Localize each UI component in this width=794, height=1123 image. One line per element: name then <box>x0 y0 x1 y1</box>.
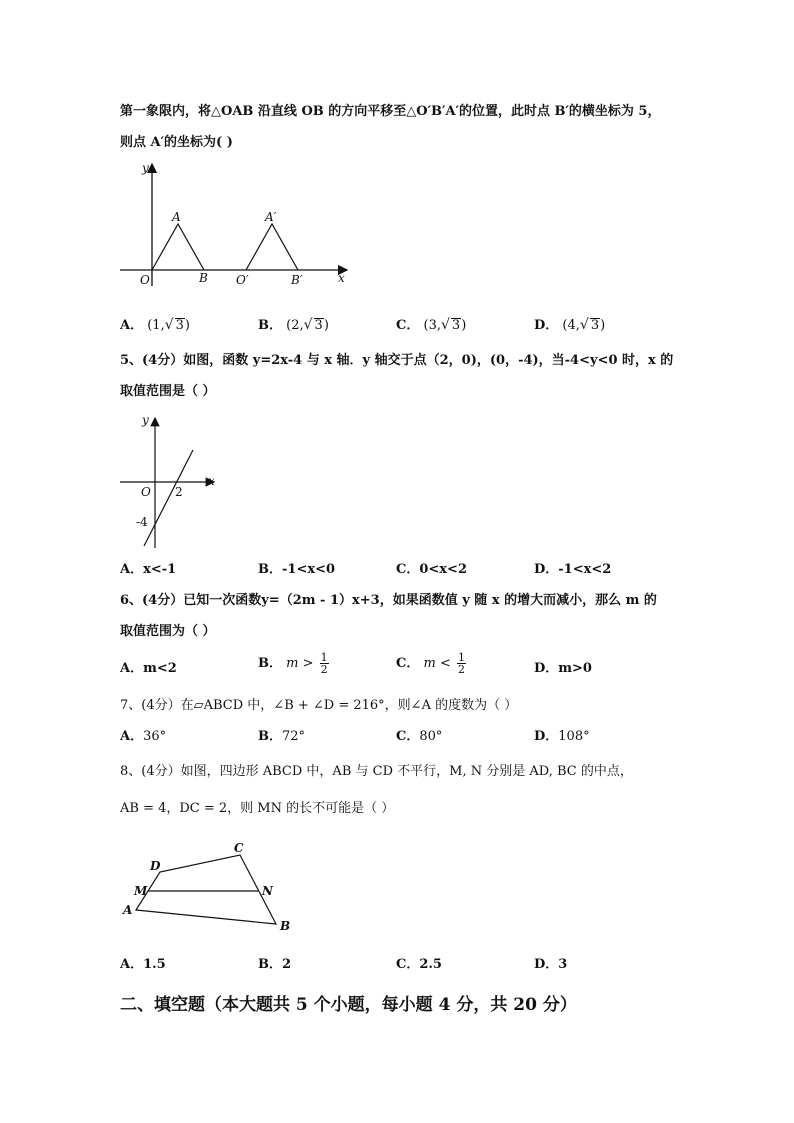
q5-function-line <box>144 450 193 546</box>
q8-option-d[interactable]: D．3 <box>534 957 568 972</box>
q4-text-line2: 则点 A′的坐标为( ) <box>120 135 233 150</box>
q7-text-line1: 7、(4分）在▱ABCD 中，∠B + ∠D = 216°，则∠A 的度数为（ ） <box>120 698 518 713</box>
q5-label-2: 2 <box>175 485 183 499</box>
q4-label-o2: O′ <box>236 273 249 287</box>
q5-text-line1: 5、(4分）如图，函数 y=2x-4 与 x 轴．y 轴交于点（2，0)，(0，-4)，当-4<y<0 时，x 的 <box>120 353 674 368</box>
q7-option-d[interactable]: D．108° <box>534 729 590 744</box>
section-2-heading: 二、填空题（本大题共 5 个小题，每小题 4 分，共 20 分） <box>120 995 577 1015</box>
q4-triangle-o2a2b2 <box>246 224 298 270</box>
q5-label-neg4: -4 <box>136 515 148 529</box>
q8-label-d: D <box>150 859 161 873</box>
q4-figure <box>115 158 365 288</box>
q8-option-b[interactable]: B．2 <box>258 957 292 972</box>
q4-label-x: x <box>338 271 345 285</box>
q6-option-b[interactable]: B． m > $\frac{1}{2}$ <box>258 651 328 676</box>
q6-option-d[interactable]: D．m>0 <box>534 661 592 676</box>
q4-option-b[interactable]: B． (2,√ 3) <box>258 317 329 333</box>
q8-label-a: A <box>123 903 133 917</box>
q8-text-line2: AB = 4，DC = 2，则 MN 的长不可能是（ ） <box>120 801 395 816</box>
q5-label-x: x <box>208 474 215 488</box>
q5-text-line2: 取值范围是（ ） <box>120 384 216 399</box>
q5-label-y: y <box>142 413 149 427</box>
q8-option-c[interactable]: C．2.5 <box>396 957 442 972</box>
q8-label-c: C <box>234 841 244 855</box>
q5-option-d[interactable]: D．-1<x<2 <box>534 562 612 577</box>
q5-label-o: O <box>141 485 151 499</box>
q6-option-a[interactable]: A．m<2 <box>120 661 177 676</box>
q4-label-b: B <box>199 271 208 285</box>
q4-text-line1: 第一象限内，将△OAB 沿直线 OB 的方向平移至△O′B′A′的位置，此时点 B′的横坐标为 5， <box>120 104 661 119</box>
q4-option-d[interactable]: D． (4,√ 3) <box>534 317 606 333</box>
q5-figure <box>118 410 228 552</box>
q8-figure <box>118 840 298 940</box>
q7-option-a[interactable]: A．36° <box>120 729 167 744</box>
q5-option-c[interactable]: C．0<x<2 <box>396 562 467 577</box>
q5-option-a[interactable]: A．x<-1 <box>120 562 177 577</box>
q4-label-o: O <box>140 273 150 287</box>
q4-label-y: y <box>142 161 149 175</box>
q4-option-a[interactable]: A． (1,√ 3) <box>120 317 190 333</box>
q8-option-a[interactable]: A．1.5 <box>120 957 166 972</box>
q8-label-b: B <box>280 919 291 933</box>
q6-text-line1: 6、(4分）已知一次函数y=（2m - 1）x+3，如果函数值 y 随 x 的增大而减小，那么 m 的 <box>120 593 657 608</box>
q5-option-b[interactable]: B．-1<x<0 <box>258 562 336 577</box>
q4-option-c[interactable]: C． (3,√ 3) <box>396 317 467 333</box>
q8-text-line1: 8、(4分）如图，四边形 ABCD 中，AB 与 CD 不平行，M, N 分别是 AD, BC 的中点， <box>120 764 633 779</box>
q4-label-a: A <box>172 210 181 224</box>
q4-label-a2: A′ <box>265 210 277 224</box>
q6-option-c[interactable]: C． m < $\frac{1}{2}$ <box>396 651 465 676</box>
q7-option-c[interactable]: C．80° <box>396 729 443 744</box>
q7-option-b[interactable]: B．72° <box>258 729 306 744</box>
q4-triangle-oab <box>152 224 204 270</box>
q8-label-m: M <box>134 884 148 898</box>
q6-text-line2: 取值范围为（ ） <box>120 624 216 639</box>
q8-label-n: N <box>262 884 273 898</box>
q4-label-b2: B′ <box>291 273 303 287</box>
